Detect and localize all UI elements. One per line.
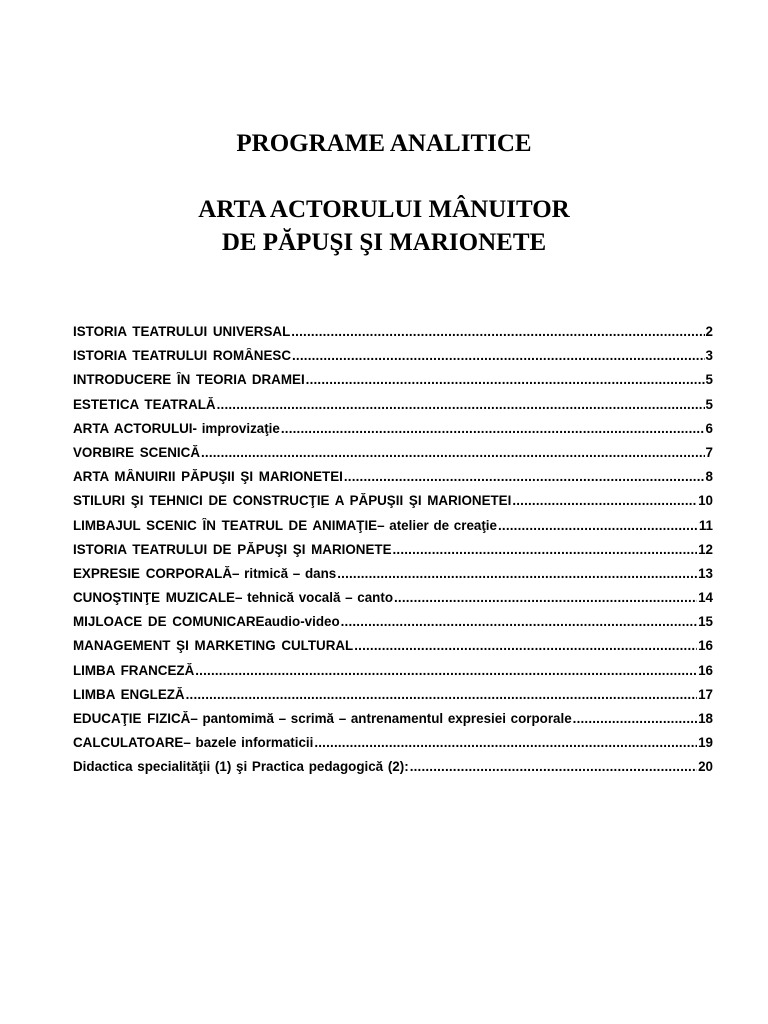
toc-dot-leader bbox=[281, 421, 705, 436]
toc-entry-title: MIJLOACE DE COMUNICARE bbox=[73, 614, 265, 630]
toc-entry[interactable] bbox=[73, 687, 713, 711]
toc-entry-title: LIMBA FRANCEZĂ bbox=[73, 662, 195, 678]
toc-page-number: 10 bbox=[698, 493, 713, 509]
toc-entry[interactable] bbox=[73, 614, 713, 638]
toc-entry-title: CUNOŞTINŢE MUZICALE bbox=[73, 590, 235, 606]
toc-entry[interactable] bbox=[73, 638, 713, 662]
toc-entry-subtitle: – tehnică vocală – canto bbox=[234, 590, 393, 606]
document-subtitle-line-1: ARTA ACTORULUI MÂNUITOR bbox=[198, 196, 570, 223]
toc-entry[interactable] bbox=[73, 663, 713, 687]
toc-entry[interactable] bbox=[73, 469, 713, 493]
toc-entry-subtitle: audio-video bbox=[264, 614, 340, 630]
toc-dot-leader bbox=[217, 397, 705, 412]
toc-entry-title: ARTA ACTORULUI bbox=[73, 420, 193, 436]
toc-dot-leader bbox=[306, 372, 705, 387]
toc-dot-leader bbox=[292, 348, 705, 363]
table-of-contents bbox=[73, 324, 713, 784]
toc-entry-title: ISTORIA TEATRULUI DE PĂPUŞI ŞI MARIONETE bbox=[73, 541, 392, 557]
toc-page-number: 14 bbox=[698, 590, 713, 606]
document-subtitle-line-2: DE PĂPUŞI ŞI MARIONETE bbox=[221, 229, 547, 256]
toc-dot-leader bbox=[573, 711, 697, 726]
toc-entry[interactable] bbox=[73, 324, 713, 348]
toc-entry[interactable] bbox=[73, 372, 713, 396]
toc-entry-title: ARTA MÂNUIRII PĂPUŞII ŞI MARIONETEI bbox=[73, 469, 343, 485]
toc-page-number: 2 bbox=[705, 324, 713, 339]
toc-entry-title: ISTORIA TEATRULUI UNIVERSAL bbox=[73, 324, 291, 339]
toc-dot-leader bbox=[393, 542, 698, 557]
toc-page-number: 6 bbox=[705, 420, 713, 436]
toc-dot-leader bbox=[512, 493, 697, 508]
toc-entry-title: ESTETICA TEATRALĂ bbox=[73, 396, 216, 412]
toc-entry-title: EXPRESIE CORPORALĂ bbox=[73, 565, 232, 581]
toc-entry[interactable] bbox=[73, 759, 713, 783]
toc-dot-leader bbox=[354, 638, 697, 653]
toc-page-number: 16 bbox=[698, 662, 713, 678]
toc-entry[interactable] bbox=[73, 397, 713, 421]
toc-entry[interactable] bbox=[73, 735, 713, 759]
toc-page-number: 15 bbox=[698, 614, 713, 630]
toc-dot-leader bbox=[498, 518, 698, 533]
toc-entry-title: VORBIRE SCENICĂ bbox=[73, 444, 200, 460]
toc-entry-subtitle: – ritmică – dans bbox=[232, 565, 337, 581]
toc-page-number: 7 bbox=[705, 444, 713, 460]
toc-entry[interactable] bbox=[73, 348, 713, 372]
toc-page-number: 17 bbox=[698, 686, 713, 702]
toc-entry-subtitle: – atelier de creaţie bbox=[377, 517, 497, 533]
toc-page-number: 18 bbox=[698, 711, 713, 726]
toc-dot-leader bbox=[291, 324, 704, 339]
toc-entry[interactable] bbox=[73, 590, 713, 614]
toc-page-number: 8 bbox=[705, 469, 713, 485]
toc-page-number: 20 bbox=[698, 759, 713, 775]
toc-dot-leader bbox=[394, 590, 697, 605]
toc-page-number: 5 bbox=[705, 396, 713, 412]
toc-entry-subtitle: Didactica specialităţii (1) şi Practica pedagogică (2): bbox=[73, 759, 409, 775]
toc-entry-title: CALCULATOARE bbox=[73, 735, 184, 751]
toc-page-number: 11 bbox=[698, 517, 713, 533]
toc-page-number: 13 bbox=[698, 565, 713, 581]
toc-entry[interactable] bbox=[73, 445, 713, 469]
toc-dot-leader bbox=[314, 735, 697, 750]
toc-entry-title: INTRODUCERE ÎN TEORIA DRAMEI bbox=[73, 372, 305, 388]
toc-dot-leader bbox=[201, 445, 705, 460]
document-title: PROGRAME ANALITICE bbox=[236, 130, 532, 157]
toc-entry[interactable] bbox=[73, 566, 713, 590]
toc-entry-title: MANAGEMENT ŞI MARKETING CULTURAL bbox=[73, 638, 354, 654]
toc-dot-leader bbox=[410, 759, 697, 774]
toc-dot-leader bbox=[195, 663, 697, 678]
toc-page-number: 19 bbox=[698, 735, 713, 751]
toc-entry-title: ISTORIA TEATRULUI ROMÂNESC bbox=[73, 348, 292, 364]
toc-entry-subtitle: – bazele informaticii bbox=[183, 735, 314, 751]
toc-entry-title: STILURI ŞI TEHNICI DE CONSTRUCŢIE A PĂPUŞII ŞI MARIONETEI bbox=[73, 493, 512, 509]
toc-entry[interactable] bbox=[73, 493, 713, 517]
toc-entry-subtitle: – pantomimă – scrimă – antrenamentul expresiei corporale bbox=[190, 711, 572, 726]
toc-entry[interactable] bbox=[73, 421, 713, 445]
toc-entry-title: EDUCAŢIE FIZICĂ bbox=[73, 711, 191, 726]
toc-entry-subtitle: - improvizaţie bbox=[192, 420, 280, 436]
toc-entry-title: LIMBAJUL SCENIC ÎN TEATRUL DE ANIMAŢIE bbox=[73, 517, 378, 533]
toc-page-number: 12 bbox=[698, 541, 713, 557]
toc-entry[interactable] bbox=[73, 711, 713, 735]
toc-page-number: 5 bbox=[705, 372, 713, 388]
toc-dot-leader bbox=[341, 614, 697, 629]
toc-entry-title: LIMBA ENGLEZĂ bbox=[73, 686, 185, 702]
toc-entry[interactable] bbox=[73, 542, 713, 566]
toc-dot-leader bbox=[186, 687, 697, 702]
toc-dot-leader bbox=[344, 469, 705, 484]
toc-page-number: 3 bbox=[705, 348, 713, 364]
toc-page-number: 16 bbox=[698, 638, 713, 654]
toc-dot-leader bbox=[337, 566, 697, 581]
toc-entry[interactable] bbox=[73, 518, 713, 542]
